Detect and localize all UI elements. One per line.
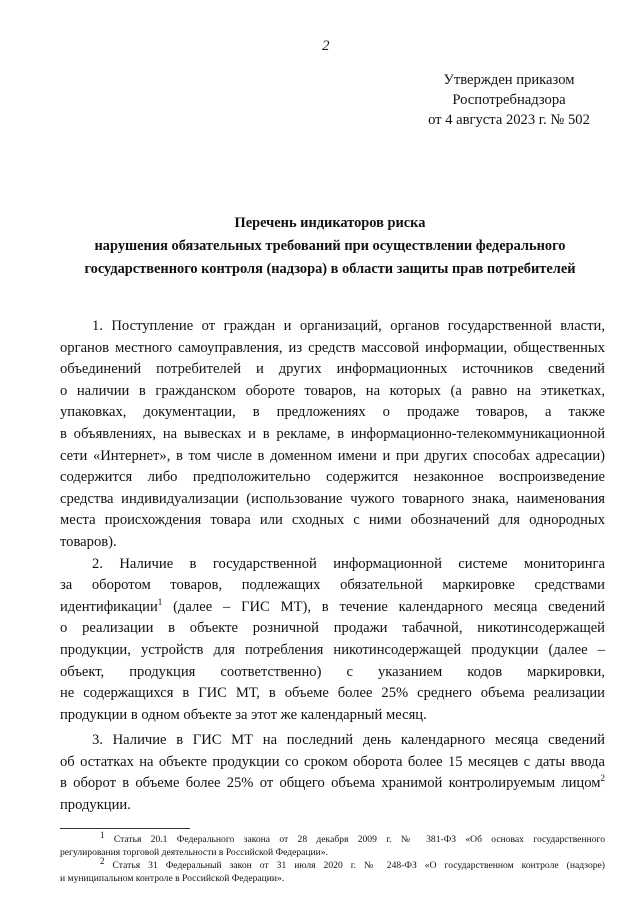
footnote-2 — [60, 855, 605, 872]
text-line: места происхождения товара или сходных с ними обозначений для однородных — [60, 512, 605, 529]
text-line: объединений потребителей и других информационных источников сведений — [60, 361, 605, 378]
footnote-number: 2 — [100, 855, 105, 866]
footnotes — [60, 829, 606, 885]
text-line: не содержащихся в ГИС МТ, в объеме более 25% среднего объема реализации — [60, 685, 605, 702]
text-line: в объявлениях, на вывесках и в рекламе, в информационно-телекоммуникационной — [60, 425, 605, 442]
text-line — [60, 597, 605, 619]
text-fragment: идентификации — [60, 598, 158, 615]
footnote-ref: 1 — [157, 596, 163, 607]
title-line: государственного контроля (надзора) в области защиты прав потребителей — [84, 261, 576, 277]
text-line: об остатках на объекте продукции со сроком оборота более 15 месяцев с даты ввода — [60, 753, 605, 770]
title-line: Перечень индикаторов риска — [234, 215, 426, 231]
list-item-1 — [60, 316, 605, 554]
text-line: о реализации в объекте розничной продажи табачной, никотинсодержащей — [60, 620, 605, 637]
text-line: 1. Поступление от граждан и организаций, органов государственной власти, — [92, 318, 605, 334]
text-line: средства индивидуализации (использование чужого товарного знака, наименования — [60, 490, 605, 507]
text-line: о наличии в гражданском обороте товаров, на которых (а равно на этикетках, — [60, 382, 605, 399]
text-line: за оборотом товаров, подлежащих обязательной маркировке средствами — [60, 577, 605, 594]
text-line: 3. Наличие в ГИС МТ на последний день календарного месяца сведений — [92, 732, 605, 749]
text-line: товаров). — [60, 533, 117, 550]
text-line: продукции. — [60, 797, 131, 814]
text-line: сети «Интернет», в том числе в доменном имени и при других способах адресации) — [60, 447, 605, 464]
footnote-text: регулирования торговой деятельности в Российской Федерации». — [60, 847, 328, 858]
list-item-2 — [60, 554, 605, 727]
document-body — [60, 316, 605, 817]
text-line — [60, 773, 605, 795]
footnote-text: и муниципальном контроле в Российской Федерации». — [60, 873, 285, 884]
title-line: нарушения обязательных требований при осуществлении федерального — [94, 238, 566, 254]
list-item-3 — [60, 730, 605, 816]
approval-stamp — [420, 70, 598, 130]
text-line: 2. Наличие в государственной информационной системе мониторинга — [92, 555, 605, 572]
text-line: продукции, устройств для потребления никотинсодержащей продукции (далее – — [60, 641, 605, 658]
text-line: содержится либо предположительно содержится незаконное воспроизведение — [60, 469, 605, 486]
footnote-1 — [60, 829, 606, 846]
footnote-text: Статья 20.1 Федерального закона от 28 декабря 2009 г. № 381-ФЗ «Об основах государственного — [113, 834, 606, 845]
footnote-text: Статья 31 Федеральный закон от 31 июля 2020 г. № 248-ФЗ «О государственном контроле (надзоре) — [112, 860, 605, 871]
footnote-ref: 2 — [600, 773, 605, 784]
text-line: упаковках, документации, в предложениях о продаже товаров, а также — [60, 404, 605, 421]
text-line: продукции в одном объекте за этот же календарный месяц. — [60, 706, 427, 723]
approval-line: Утвержден приказом — [443, 72, 575, 88]
approval-line: Роспотребнадзора — [452, 92, 566, 108]
text-fragment: в оборот в объеме более 25% от общего объема хранимой контролируемым лицом — [60, 775, 601, 792]
text-line: объект, продукция соответственно) с указанием кодов маркировки, — [60, 663, 605, 680]
footnote-number: 1 — [100, 829, 105, 840]
text-fragment: (далее – ГИС МТ), в течение календарного месяца сведений — [162, 598, 605, 615]
text-line: органов местного самоуправления, из средств массовой информации, общественных — [60, 339, 605, 356]
approval-line: от 4 августа 2023 г. № 502 — [428, 112, 590, 128]
page-number: 2 — [322, 38, 330, 54]
footnote-separator — [60, 828, 190, 829]
document-title — [60, 212, 600, 281]
